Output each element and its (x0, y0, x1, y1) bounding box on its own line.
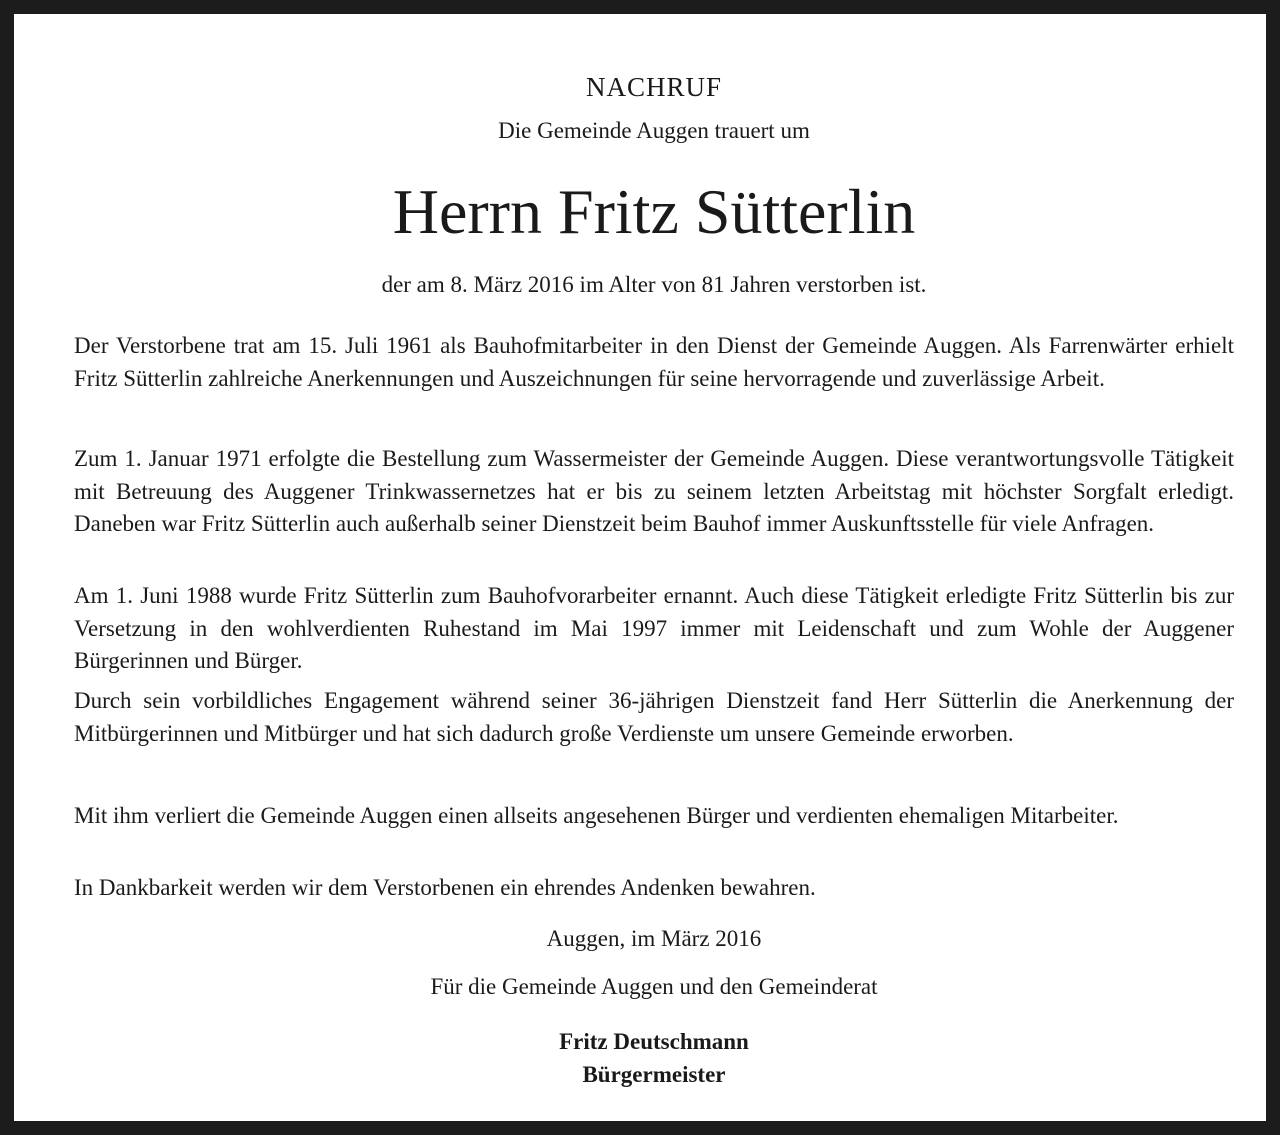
on-behalf-line: Für die Gemeinde Auggen und den Gemeinderat (430, 974, 878, 999)
signer-name: Fritz Deutschmann (559, 1029, 749, 1054)
paragraph-career-start: Der Verstorbene trat am 15. Juli 1961 als Bauhofmitarbeiter in den Dienst der Gemeinde Auggen. Als Farrenwärter erhielt Fritz Sütterlin zahlreiche Anerkennungen und Auszeichnungen für seine hervorragende und zuverlässige Arbeit. (74, 333, 1234, 391)
paragraph-water-master: Zum 1. Januar 1971 erfolgte die Bestellung zum Wassermeister der Gemeinde Auggen. Diese verantwortungsvolle Tätigkeit mit Betreuung des Auggener Trinkwassernetzes hat er bis zu seinem letzten Arbeitstag mit höchster Sorgfalt erledigt. Daneben war Fritz Sütterlin auch außerhalb seiner Dienstzeit beim Bauhof immer Auskunftsstelle für viele Anfragen. (74, 446, 1234, 536)
obituary-heading: NACHRUF (585, 72, 723, 102)
place-date: Auggen, im März 2016 (546, 926, 762, 951)
obituary-intro: Die Gemeinde Auggen trauert um (498, 118, 810, 143)
death-line: der am 8. März 2016 im Alter von 81 Jahren verstorben ist. (381, 272, 927, 297)
signer-title: Bürgermeister (582, 1062, 726, 1087)
deceased-name: Herrn Fritz Sütterlin (392, 176, 916, 247)
signature-block (74, 1025, 1234, 1091)
paragraph-gratitude: In Dankbarkeit werden wir dem Verstorbenen ein ehrendes Andenken bewahren. (74, 875, 816, 900)
paragraph-engagement: Durch sein vorbildliches Engagement während seiner 36-jährigen Dienstzeit fand Herr Sütterlin die Anerkennung der Mitbürgerinnen und Mitbürger und hat sich dadurch große Verdienste um unsere Gemeinde erworben. (74, 688, 1234, 746)
paragraph-loss: Mit ihm verliert die Gemeinde Auggen einen allseits angesehenen Bürger und verdienten ehemaligen Mitarbeiter. (74, 803, 1119, 828)
paragraph-foreman: Am 1. Juni 1988 wurde Fritz Sütterlin zum Bauhofvorarbeiter ernannt. Auch diese Tätigkeit erledigte Fritz Sütterlin bis zur Versetzung in den wohlverdienten Ruhestand im Mai 1997 immer mit Leidenschaft und zum Wohle der Auggener Bürgerinnen und Bürger. (74, 583, 1234, 673)
